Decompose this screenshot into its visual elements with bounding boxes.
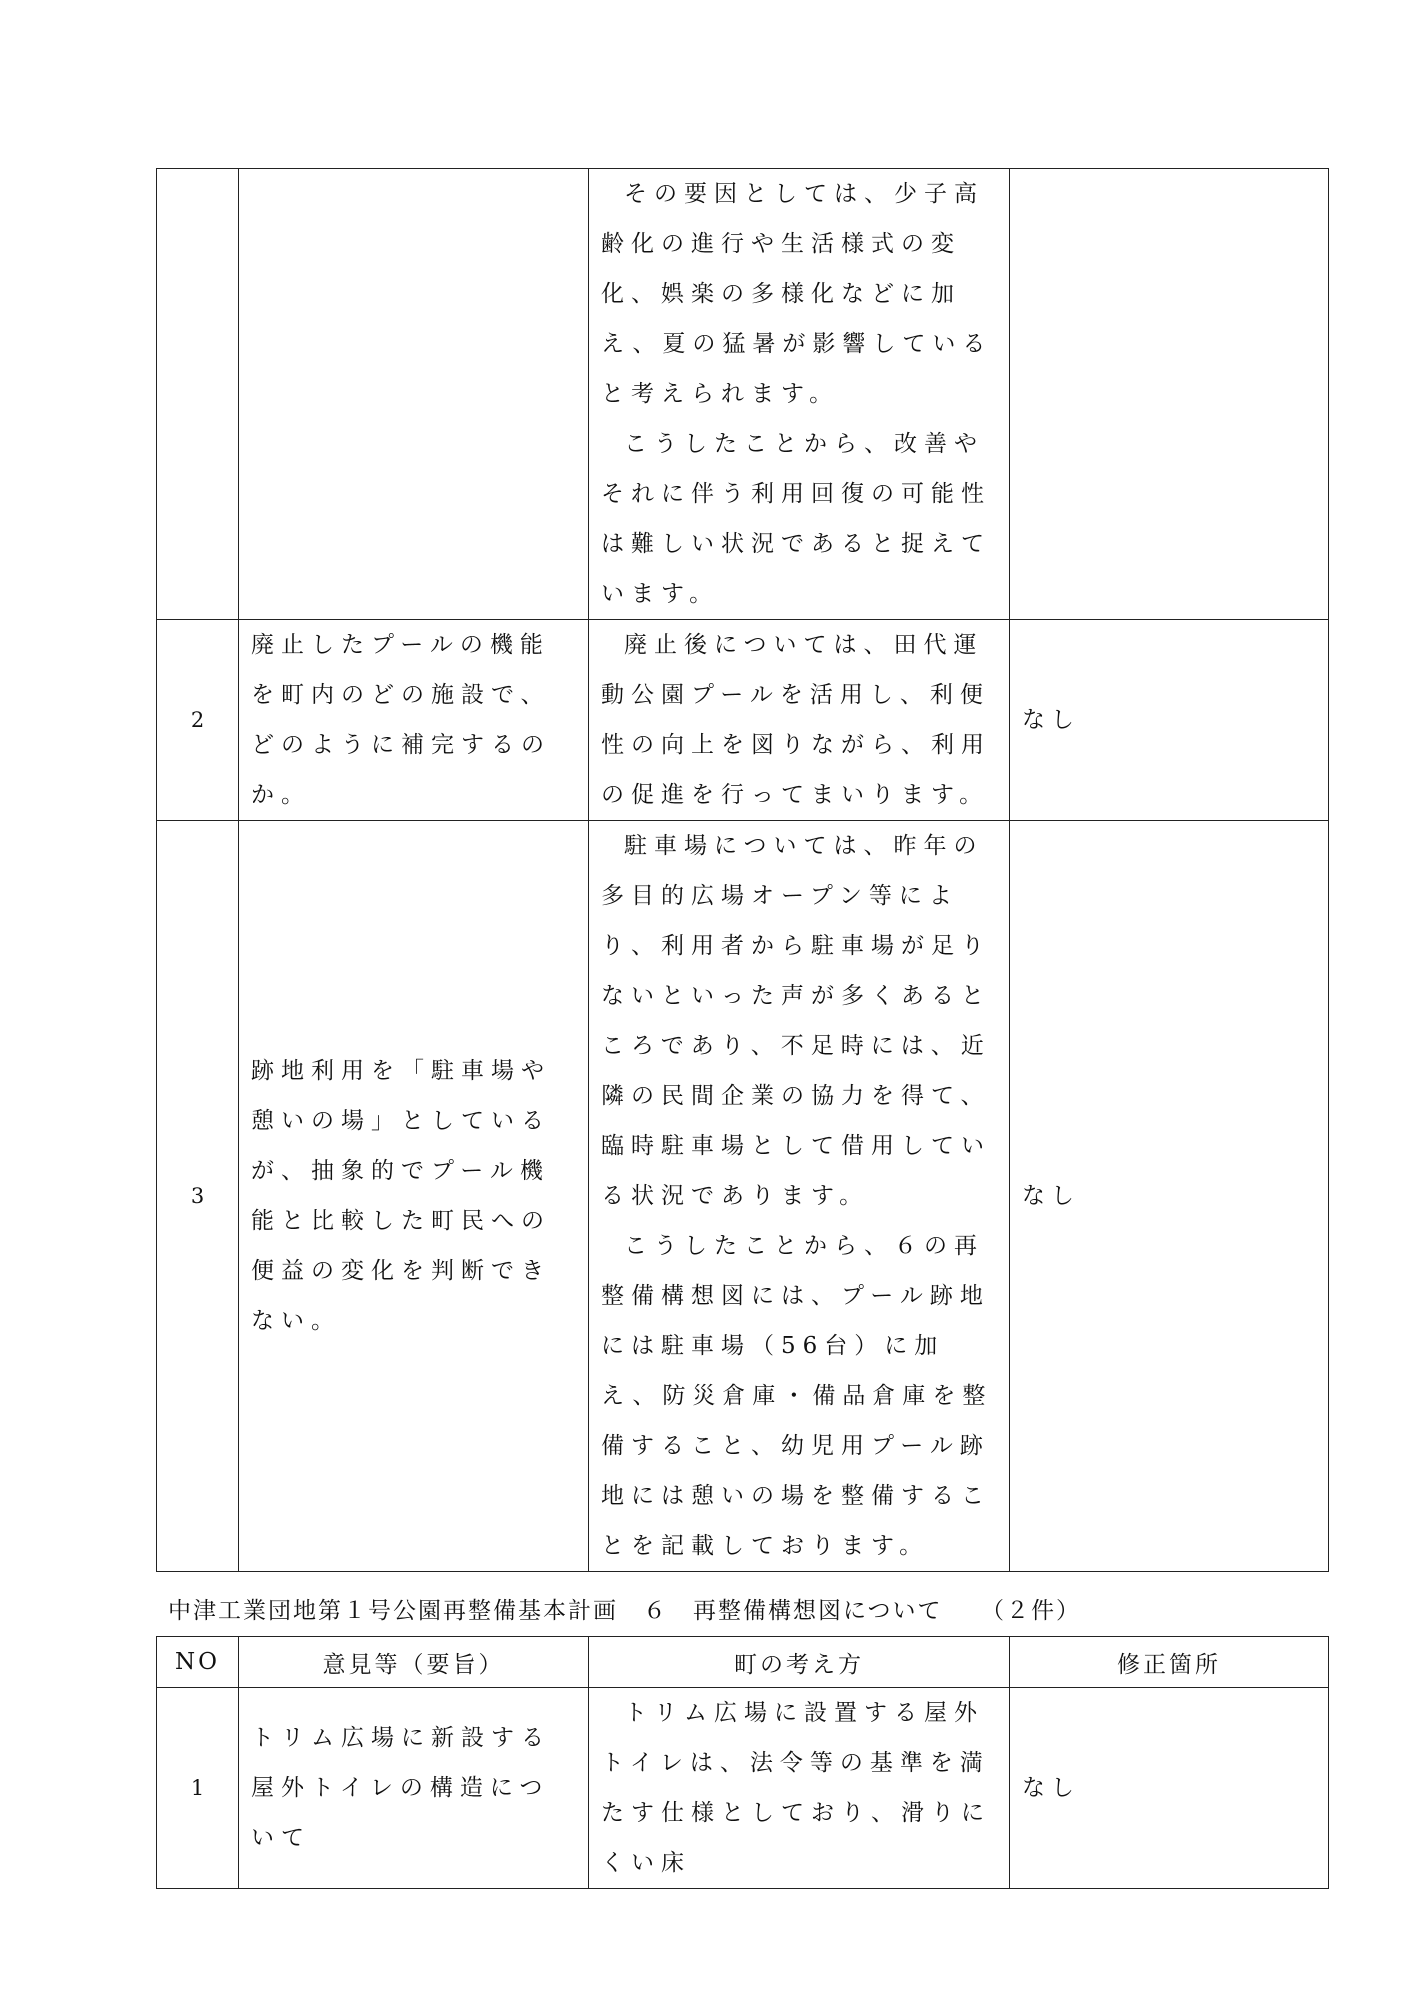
row-number: 1	[157, 1688, 239, 1889]
response-cell	[589, 620, 1010, 821]
opinion-cell	[239, 169, 589, 620]
table-row	[157, 620, 1329, 821]
opinion-text: 跡地利用を「駐車場や憩いの場」としているが、抽象的でプール機能と比較した町民への便益の変化を判断できない。	[251, 1058, 551, 1334]
opinion-text: 廃止したプールの機能を町内のどの施設で、どのように補完するのか。	[251, 632, 551, 808]
row-number: 2	[157, 620, 239, 821]
header-no: NO	[157, 1637, 239, 1688]
opinion-cell: トリム広場に新設する屋外トイレの構造について	[239, 1688, 589, 1889]
table-row	[157, 1688, 1329, 1889]
response-paragraph: その要因としては、少子高齢化の進行や生活様式の変化、娯楽の多様化などに加え、夏の猛暑が影響していると考えられます。	[601, 181, 993, 407]
opinion-cell	[239, 821, 589, 1572]
opinion-table-continued	[156, 168, 1329, 1572]
header-correction: 修正箇所	[1010, 1637, 1329, 1688]
response-paragraph: 廃止後については、田代運動公園プールを活用し、利便性の向上を図りながら、利用の促進を行ってまいります。	[601, 632, 991, 808]
table-header-row	[157, 1637, 1329, 1688]
row-number	[157, 169, 239, 620]
row-number: 3	[157, 821, 239, 1572]
response-paragraph: こうしたことから、改善やそれに伴う利用回復の可能性は難しい状況であると捉えています。	[601, 431, 991, 607]
response-cell	[589, 1688, 1010, 1889]
correction-cell: なし	[1010, 620, 1329, 821]
response-cell	[589, 821, 1010, 1572]
response-cell	[589, 169, 1010, 620]
opinion-cell	[239, 620, 589, 821]
section-title: 中津工業団地第１号公園再整備基本計画 ６ 再整備構想図について （２件）	[168, 1598, 1082, 1624]
response-paragraph: 駐車場については、昨年の多目的広場オープン等により、利用者から駐車場が足りないといった声が多くあるところであり、不足時には、近隣の民間企業の協力を得て、臨時駐車場として借用している状況であります。	[601, 833, 991, 1209]
correction-cell: なし	[1010, 1688, 1329, 1889]
header-opinion: 意見等（要旨）	[239, 1637, 589, 1688]
table-row	[157, 169, 1329, 620]
opinion-table-section-6	[156, 1636, 1329, 1889]
header-response: 町の考え方	[589, 1637, 1010, 1688]
correction-cell	[1010, 169, 1329, 620]
table-row	[157, 821, 1329, 1572]
response-paragraph: トリム広場に設置する屋外トイレは、法令等の基準を満たす仕様としており、滑りにくい床	[601, 1700, 991, 1876]
response-paragraph: こうしたことから、６の再整備構想図には、プール跡地には駐車場（56台）に加え、防災倉庫・備品倉庫を整備すること、幼児用プール跡地には憩いの場を整備することを記載しております。	[601, 1233, 993, 1559]
correction-cell: なし	[1010, 821, 1329, 1572]
